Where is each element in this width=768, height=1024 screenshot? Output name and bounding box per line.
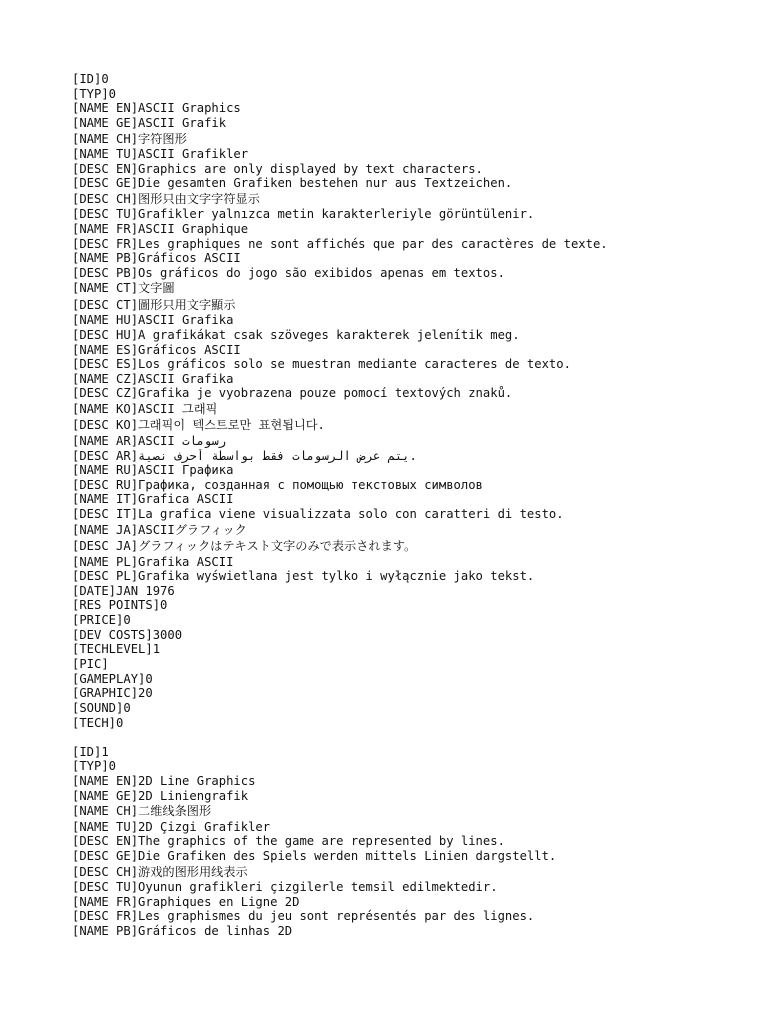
field-line-typ: [TYP]0 xyxy=(72,759,117,774)
field-line-name-ct: [NAME CT]文字圖 xyxy=(72,281,175,296)
field-line-desc-hu: [DESC HU]A grafikákat csak szöveges karakterek jelenítik meg. xyxy=(72,327,520,342)
field-line-desc-tu: [DESC TU]Grafikler yalnızca metin karakterleriyle görüntülenir. xyxy=(72,207,535,222)
field-line-graphic: [GRAPHIC]20 xyxy=(72,686,153,701)
field-line-desc-ge: [DESC GE]Die gesamten Grafiken bestehen nur aus Textzeichen. xyxy=(72,176,513,191)
record-2d-line-graphics xyxy=(72,745,752,939)
field-line-desc-tu: [DESC TU]Oyunun grafikleri çizgilerle temsil edilmektedir. xyxy=(72,880,498,895)
field-line-name-cz: [NAME CZ]ASCII Grafika xyxy=(72,371,234,386)
field-line-name-ge: [NAME GE]ASCII Grafik xyxy=(72,115,227,130)
field-line-desc-es: [DESC ES]Los gráficos solo se muestran mediante caracteres de texto. xyxy=(72,357,571,372)
field-line-desc-pb: [DESC PB]Os gráficos do jogo são exibidos apenas em textos. xyxy=(72,265,505,280)
field-line-desc-it: [DESC IT]La grafica viene visualizzata solo con caratteri di testo. xyxy=(72,507,564,522)
field-line-name-pl: [NAME PL]Grafika ASCII xyxy=(72,554,234,569)
field-line-desc-ge: [DESC GE]Die Grafiken des Spiels werden mittels Linien dargstellt. xyxy=(72,849,557,864)
field-line-res-points: [RES POINTS]0 xyxy=(72,598,168,613)
field-line-name-ch: [NAME CH]字符图形 xyxy=(72,131,187,146)
field-line-name-tu: [NAME TU]ASCII Grafikler xyxy=(72,146,249,161)
field-line-desc-fr: [DESC FR]Les graphiques ne sont affichés que par des caractères de texte. xyxy=(72,236,608,251)
field-line-techlevel: [TECHLEVEL]1 xyxy=(72,642,161,657)
field-line-desc-en: [DESC EN]The graphics of the game are represented by lines. xyxy=(72,834,505,849)
field-line-tech: [TECH]0 xyxy=(72,715,124,730)
document-page xyxy=(72,72,752,939)
field-line-id: [ID]1 xyxy=(72,744,109,759)
field-line-name-en: [NAME EN]ASCII Graphics xyxy=(72,101,241,116)
field-line-date: [DATE]JAN 1976 xyxy=(72,583,175,598)
field-line-name-it: [NAME IT]Grafica ASCII xyxy=(72,492,234,507)
field-line-id: [ID]0 xyxy=(72,72,109,86)
field-line-desc-fr: [DESC FR]Les graphismes du jeu sont représentés par des lignes. xyxy=(72,909,535,924)
field-line-name-ko: [NAME KO]ASCII 그래픽 xyxy=(72,402,218,417)
record-separator xyxy=(72,730,752,745)
field-line-name-fr: [NAME FR]ASCII Graphique xyxy=(72,221,249,236)
field-line-name-ch: [NAME CH]二维线条图形 xyxy=(72,804,212,819)
field-line-sound: [SOUND]0 xyxy=(72,700,131,715)
field-line-desc-ct: [DESC CT]圖形只用文字顯示 xyxy=(72,297,236,312)
field-line-name-es: [NAME ES]Gráficos ASCII xyxy=(72,342,241,357)
field-line-name-pb: [NAME PB]Gráficos de linhas 2D xyxy=(72,923,293,938)
field-line-desc-ja: [DESC JA]グラフィックはテキスト文字のみで表示されます。 xyxy=(72,539,417,554)
field-line-desc-pl: [DESC PL]Grafika wyświetlana jest tylko i wyłącznie jako tekst. xyxy=(72,569,535,584)
field-line-desc-ar: [DESC AR]يتم عرض الرسومات فقط بواسطة أحرف نصية. xyxy=(72,448,417,463)
field-line-desc-cz: [DESC CZ]Grafika je vyobrazena pouze pomocí textových znaků. xyxy=(72,386,513,401)
field-line-dev-costs: [DEV COSTS]3000 xyxy=(72,627,183,642)
field-line-name-tu: [NAME TU]2D Çizgi Grafikler xyxy=(72,819,271,834)
field-line-price: [PRICE]0 xyxy=(72,613,131,628)
field-line-desc-ch: [DESC CH]图形只由文字字符显示 xyxy=(72,191,260,206)
field-line-name-ru: [NAME RU]ASCII Графика xyxy=(72,463,234,478)
field-line-name-ja: [NAME JA]ASCIIグラフィック xyxy=(72,522,247,537)
field-line-name-fr: [NAME FR]Graphiques en Ligne 2D xyxy=(72,894,300,909)
field-line-typ: [TYP]0 xyxy=(72,86,117,101)
field-line-name-hu: [NAME HU]ASCII Grafika xyxy=(72,313,234,328)
field-line-desc-en: [DESC EN]Graphics are only displayed by text characters. xyxy=(72,161,483,176)
field-line-desc-ru: [DESC RU]Графика, созданная с помощью текстовых символов xyxy=(72,477,483,492)
field-line-name-pb: [NAME PB]Gráficos ASCII xyxy=(72,251,241,266)
field-line-pic: [PIC] xyxy=(72,656,109,671)
field-line-name-ar: [NAME AR]ASCII رسومات xyxy=(72,433,227,448)
field-line-gameplay: [GAMEPLAY]0 xyxy=(72,671,153,686)
field-line-name-ge: [NAME GE]2D Liniengrafik xyxy=(72,788,249,803)
field-line-desc-ch: [DESC CH]游戏的图形用线表示 xyxy=(72,864,248,879)
field-line-desc-ko: [DESC KO]그래픽이 텍스트로만 표현됩니다. xyxy=(72,418,325,433)
record-ascii-graphics xyxy=(72,72,752,730)
field-line-name-en: [NAME EN]2D Line Graphics xyxy=(72,774,256,789)
